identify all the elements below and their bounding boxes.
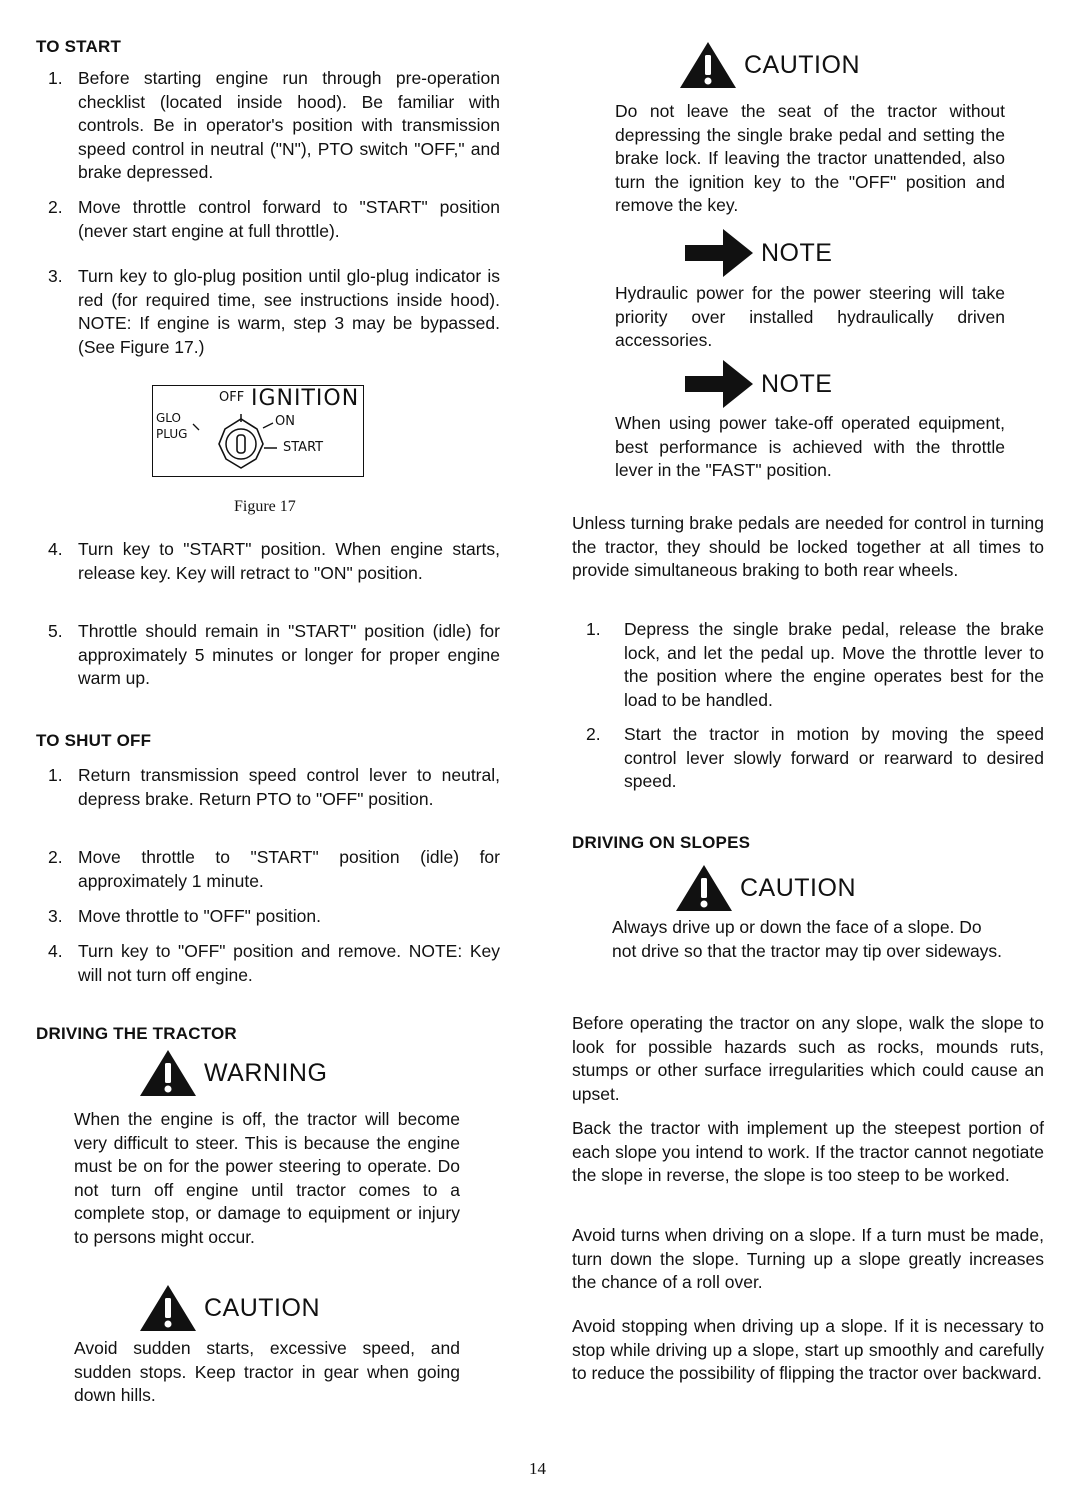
caution-sign [674,863,856,913]
arrow-right-icon [685,360,755,408]
warning-sign [138,1048,327,1098]
caution-text: Avoid sudden starts, excessive speed, and sudden stops. Keep tractor in gear when going down hills. [74,1338,460,1405]
item-number: 1. [48,765,63,785]
item-text: Turn key to "START" position. When engine starts, release key. Key will retract to "ON" position. [78,539,500,583]
slopes-paragraph-1: Before operating the tractor on any slope, walk the slope to look for possible hazards such as rocks, mounds ruts, stumps or other surface irregularities which could cause an upset. [572,1013,1044,1104]
item-text: Before starting engine run through pre-operation checklist (located inside hood). Be familiar with controls. Be in operator's position with transmission speed control in neutral ("N"), PTO switch "OFF," and brake depressed. [78,68,500,182]
item-text: Throttle should remain in "START" position (idle) for approximately 5 minutes or longer for proper engine warm up. [78,621,500,688]
caution-triangle-icon [138,1283,198,1333]
item-number: 2. [48,847,63,867]
to-start-item-5 [48,620,500,691]
slopes-paragraph-2: Back the tractor with implement up the steepest portion of each slope you intend to work. If the tractor cannot negotiate the slope in reverse, the slope is too steep to be worked. [572,1118,1044,1185]
note-text: Hydraulic power for the power steering will take priority over installed hydraulically driven accessories. [615,283,1005,350]
item-text: Start the tractor in motion by moving the speed control lever slowly forward or rearward to desired speed. [624,724,1044,791]
off-label: OFF [219,390,245,405]
brake-paragraph: Unless turning brake pedals are needed for control in turning the tractor, they should be locked together at all times to provide simultaneous braking to both rear wheels. [572,513,1044,580]
caution-sign [138,1283,320,1333]
brake-item-2 [586,723,1044,794]
warning-triangle-icon [138,1048,198,1098]
ignition-key-icon [153,386,363,476]
start-label: START [283,440,324,455]
ignition-label: IGNITION [251,386,360,411]
item-number: 2. [586,724,601,744]
page-number: 14 [529,1459,546,1478]
warning-text: When the engine is off, the tractor will become very difficult to steer. This is because the engine must be on for the power steering to operate. Do not turn off engine until tractor comes to a complete stop, or damage to equipment or injury to persons might occur. [74,1109,460,1247]
note-sign [685,360,832,408]
item-text: Move throttle to "OFF" position. [78,906,321,926]
item-text: Depress the single brake pedal, release the brake lock, and let the pedal up. Move the throttle lever to the position where the engine operates best for the load to be handled. [624,619,1044,710]
item-number: 4. [48,941,63,961]
to-start-heading: TO START [36,37,122,56]
item-text: Return transmission speed control lever to neutral, depress brake. Return PTO to "OFF" position. [78,765,500,809]
item-number: 1. [586,619,601,639]
glo-label: GLO [156,411,182,425]
brake-item-1 [586,618,1044,712]
caution-text: Always drive up or down the face of a slope. Do not drive so that the tractor may tip over sideways. [612,917,1003,961]
warning-label: WARNING [204,1058,328,1087]
caution-label: CAUTION [204,1293,320,1322]
shut-off-item-1 [48,764,500,811]
item-number: 5. [48,621,63,641]
item-text: Move throttle to "START" position (idle) for approximately 1 minute. [78,847,500,891]
plug-label: PLUG [156,427,188,441]
caution-label: CAUTION [740,873,856,902]
item-number: 3. [48,906,63,926]
caution-sign [678,40,860,90]
caution-triangle-icon [678,40,738,90]
driving-tractor-heading: DRIVING THE TRACTOR [36,1024,237,1043]
note-label: NOTE [761,369,833,398]
to-start-item-1 [48,67,500,185]
shut-off-item-2 [48,846,500,893]
caution-triangle-icon [674,863,734,913]
driving-slopes-heading: DRIVING ON SLOPES [572,833,751,852]
caution-label: CAUTION [744,50,860,79]
item-number: 1. [48,68,63,88]
item-number: 2. [48,197,63,217]
slopes-paragraph-3: Avoid turns when driving on a slope. If a turn must be made, turn down the slope. Turning up a slope greatly increases the chance of a roll over. [572,1225,1044,1292]
item-number: 4. [48,539,63,559]
on-label: ON [275,414,295,429]
ignition-figure [152,385,364,477]
to-shut-off-heading: TO SHUT OFF [36,731,152,750]
to-start-item-2 [48,196,500,243]
item-number: 3. [48,266,63,286]
note-sign [685,229,832,277]
slopes-paragraph-4: Avoid stopping when driving up a slope. If it is necessary to stop while driving up a slope, start up smoothly and carefully to reduce the possibility of flipping the tractor over backward. [572,1316,1044,1383]
figure-caption: Figure 17 [234,498,296,515]
shut-off-item-4 [48,940,500,987]
shut-off-item-3 [48,905,500,929]
arrow-right-icon [685,229,755,277]
note-label: NOTE [761,238,833,267]
item-text: Move throttle control forward to "START" position (never start engine at full throttle). [78,197,500,241]
item-text: Turn key to "OFF" position and remove. NOTE: Key will not turn off engine. [78,941,500,985]
caution-text: Do not leave the seat of the tractor without depressing the single brake pedal and setting the brake lock. If leaving the tractor unattended, also turn the ignition key to the "OFF" position and remove the key. [615,101,1005,215]
to-start-item-4 [48,538,500,585]
note-text: When using power take-off operated equipment, best performance is achieved with the throttle lever in the "FAST" position. [615,413,1005,480]
item-text: Turn key to glo-plug position until glo-plug indicator is red (for required time, see instructions inside hood). NOTE: If engine is warm, step 3 may be bypassed. (See Figure 17.) [78,266,500,357]
to-start-item-3 [48,265,500,359]
